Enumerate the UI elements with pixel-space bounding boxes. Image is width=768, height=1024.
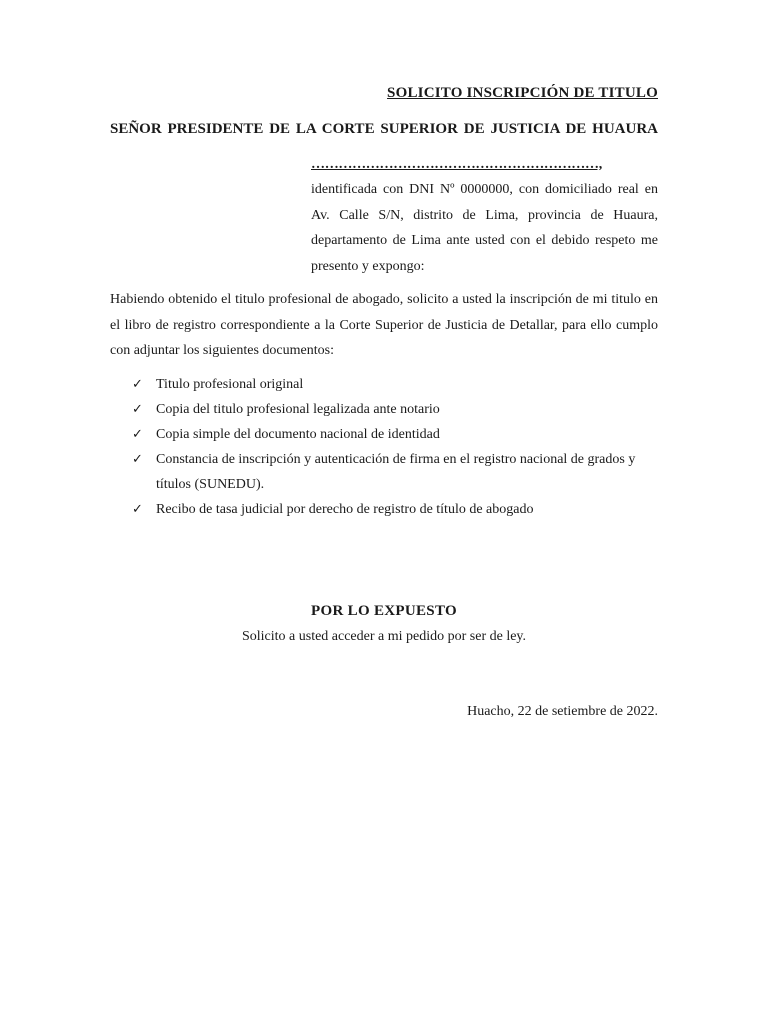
addressee-line: SEÑOR PRESIDENTE DE LA CORTE SUPERIOR DE JUSTICIA DE HUAURA [110, 121, 658, 137]
document-subject: SOLICITO INSCRIPCIÓN DE TITULO [387, 85, 658, 101]
date-line: Huacho, 22 de setiembre de 2022. [467, 704, 658, 719]
list-item [132, 497, 658, 522]
applicant-name-placeholder: ………………………………………………………, [311, 157, 602, 172]
closing-block [0, 600, 768, 648]
checkmark-icon: ✓ [132, 402, 143, 417]
list-item-text: Constancia de inscripción y autenticación de firma en el registro nacional de grados y títulos (SUNEDU). [156, 452, 636, 492]
applicant-intro: identificada con DNI Nº 0000000, con domiciliado real en Av. Calle S/N, distrito de Lima, provincia de Huaura, departamento de Lima ante usted con el debido respeto me presento y expongo: [311, 182, 658, 274]
applicant-block [311, 152, 658, 279]
list-item [132, 422, 658, 447]
closing-request: Solicito a usted acceder a mi pedido por ser de ley. [241, 629, 527, 644]
list-item [132, 372, 658, 397]
list-item-text: Copia del titulo profesional legalizada ante notario [156, 402, 440, 417]
documents-list [132, 372, 658, 522]
list-item-text: Recibo de tasa judicial por derecho de registro de título de abogado [156, 502, 534, 517]
list-item-text: Copia simple del documento nacional de identidad [156, 427, 440, 442]
checkmark-icon: ✓ [132, 377, 143, 392]
list-item [132, 397, 658, 422]
list-item-text: Titulo profesional original [156, 377, 304, 392]
closing-title: POR LO EXPUESTO [311, 603, 457, 619]
list-item [132, 447, 658, 497]
checkmark-icon: ✓ [132, 452, 143, 467]
body-paragraph: Habiendo obtenido el titulo profesional de abogado, solicito a usted la inscripción de mi titulo en el libro de registro correspondiente a la Corte Superior de Justicia de Detallar, para ello cumplo con adjuntar los siguientes documentos: [110, 292, 658, 358]
checkmark-icon: ✓ [132, 502, 143, 517]
checkmark-icon: ✓ [132, 427, 143, 442]
